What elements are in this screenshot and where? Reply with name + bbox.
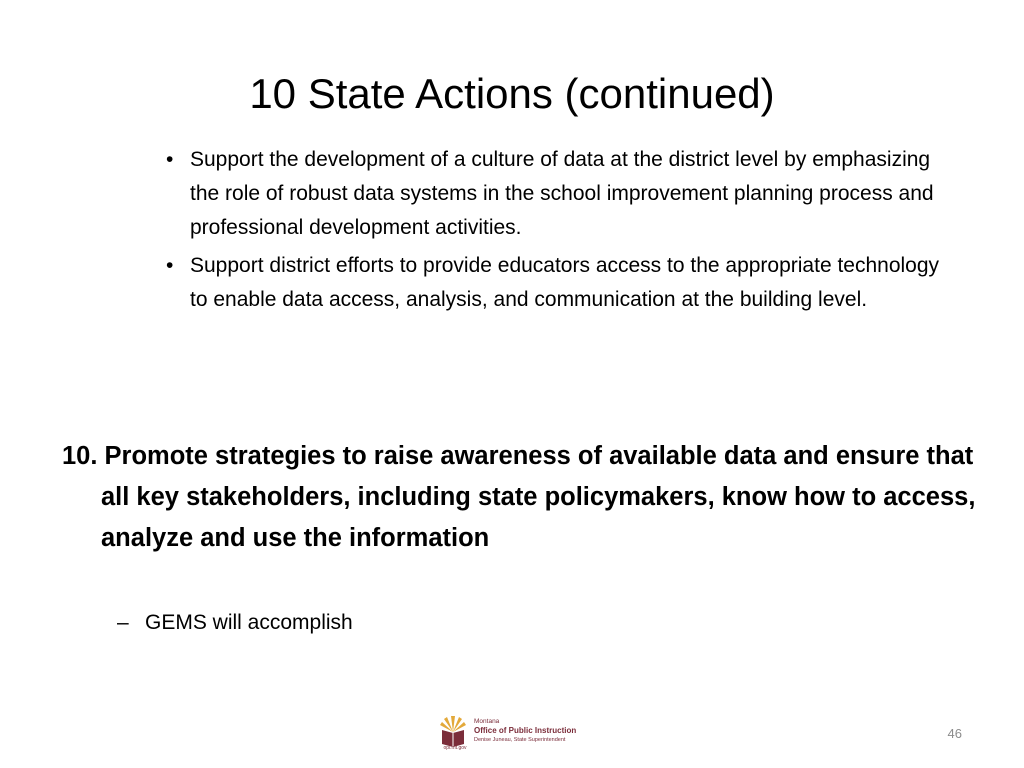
sub-point [117,606,353,640]
opi-logo [438,710,588,756]
main-point: 10. Promote strategies to raise awareness of available data and ensure that all key stakeholders, including state policymakers, know how to access, analyze and use the information [62,442,976,552]
logo-state: Montana [474,718,500,725]
bullet-marker: • [166,254,174,277]
dash-marker: – [117,611,129,634]
logo-url: opi.mt.gov [443,745,467,751]
logo-office: Office of Public Instruction [474,726,577,735]
bullet-list [166,143,956,321]
logo-superintendent: Denise Juneau, State Superintendent [474,737,566,743]
bullet-marker: • [166,148,174,171]
bullet-item [166,249,956,317]
bullet-text: Support the development of a culture of data at the district level by emphasizing the role of robust data systems in the school improvement planning process and professional development activities. [190,148,934,239]
bullet-item [166,143,956,245]
page-number: 46 [947,726,962,741]
sub-point-text: GEMS will accomplish [145,611,353,634]
slide-title: 10 State Actions (continued) [249,70,775,117]
bullet-text: Support district efforts to provide educators access to the appropriate technology to enable data access, analysis, and communication at the building level. [190,254,940,311]
